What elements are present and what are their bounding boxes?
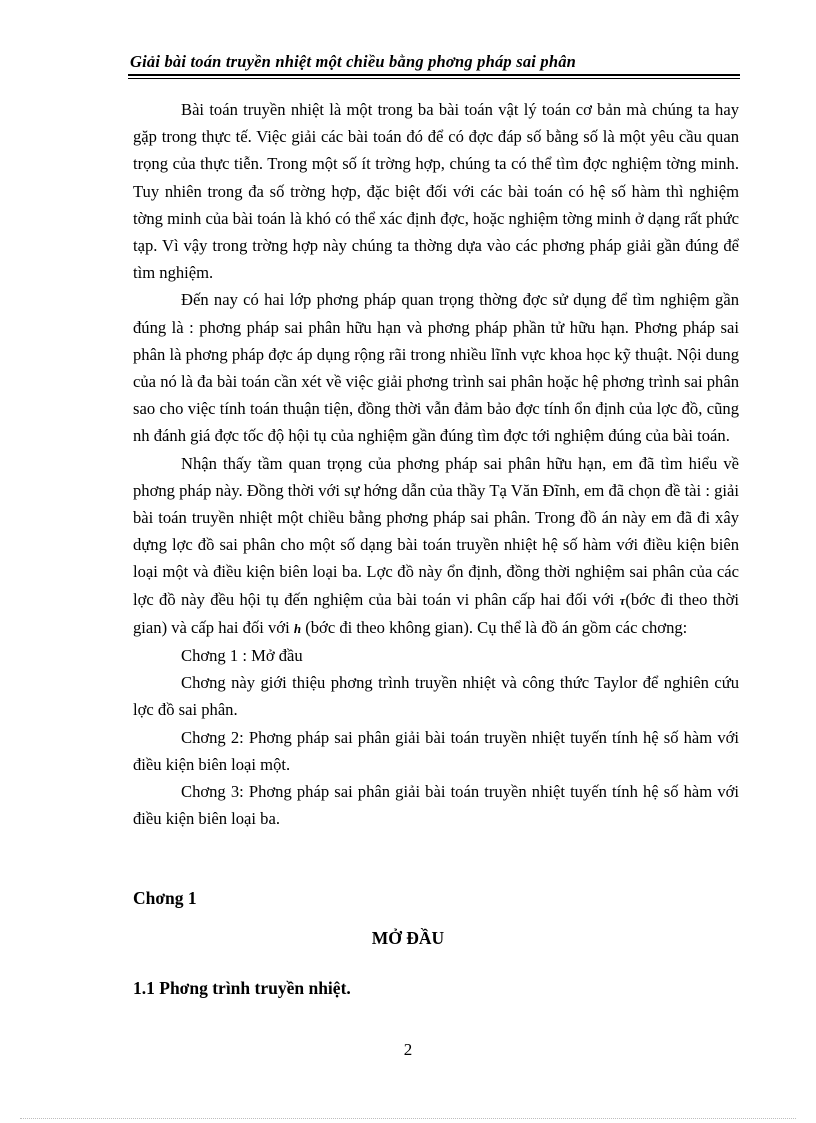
paragraph-motivation-mid: (bớc đi theo thời gian) và cấp hai đối với <box>133 589 739 637</box>
section-heading: 1.1 Phơng trình truyền nhiệt. <box>133 978 351 998</box>
tau-symbol: τ <box>619 592 626 608</box>
paragraph-methods: Đến nay có hai lớp phơng pháp quan trọng thờng đợc sử dụng để tìm nghiệm gần đúng là : phơng pháp sai phân hữu hạn và phơng pháp phần tử hữu hạn. Phơng pháp sai phân là phơng pháp đợc áp dụng rộng rãi trong nhiều lĩnh vực khoa học kỹ thuật. Nội dung của nó là đa bài toán cần xét về việc giải phơng trình sai phân hoặc hệ phơng trình sai phân sao cho việc tính toán thuận tiện, đồng thời vẫn đảm bảo đợc tính ổn định của lợc đồ, cũng nh đánh giá đợc tốc độ hội tụ của nghiệm gần đúng tìm đợc tới nghiệm đúng của bài toán. <box>133 290 739 446</box>
paragraph-motivation <box>133 450 739 642</box>
paragraph-motivation-start: Nhận thấy tầm quan trọng của phơng pháp sai phân hữu hạn, em đã tìm hiểu về phơng pháp này. Đồng thời với sự hớng dẫn của thầy Tạ Văn Đĩnh, em đã chọn đề tài : giải bài toán truyền nhiệt một chiều bằng phơng pháp sai phân. Trong đồ án này em đã đi xây dựng lợc đồ sai phân cho một số dạng bài toán truyền nhiệt hệ số hàm với điều kiện biên loại một và điều kiện biên loại ba. Lợc đồ này ổn định, đồng thời nghiệm sai phân của các lợc đồ này đều hội tụ đến nghiệm của bài toán vi phân cấp hai đối với <box>133 453 739 609</box>
chapter-heading: Chơng 1 <box>133 888 197 908</box>
body-text <box>133 96 739 832</box>
header-rule-thick <box>128 74 740 76</box>
footer-dotted-line <box>20 1118 796 1119</box>
h-symbol: h <box>293 620 302 636</box>
chapter-1-description: Chơng này giới thiệu phơng trình truyền nhiệt và công thức Taylor để nghiên cứu lợc đồ sai phân. <box>133 673 739 720</box>
chapter-1-line: Chơng 1 : Mở đầu <box>181 646 303 666</box>
paragraph-motivation-end: (bớc đi theo không gian). Cụ thể là đồ án gồm các chơng: <box>305 617 688 637</box>
chapter-title: MỞ ĐẦU <box>371 928 445 948</box>
chapter-2-description: Chơng 2: Phơng pháp sai phân giải bài toán truyền nhiệt tuyến tính hệ số hàm với điều kiện biên loại một. <box>133 727 739 774</box>
header-rule-thin <box>128 78 740 79</box>
running-header: Giải bài toán truyền nhiệt một chiều bằng phơng pháp sai phân <box>130 52 577 71</box>
page-number: 2 <box>403 1040 413 1059</box>
paragraph-intro: Bài toán truyền nhiệt là một trong ba bài toán vật lý toán cơ bản mà chúng ta hay gặp trong thực tế. Việc giải các bài toán đó để có đợc đáp số bằng số là một yêu cầu quan trọng của thực tiễn. Trong một số ít trờng hợp, chúng ta có thể tìm đợc nghiệm tờng minh. Tuy nhiên trong đa số trờng hợp, đặc biệt đối với các bài toán có hệ số hàm thì nghiệm tờng minh của bài toán là khó có thể xác định đợc, hoặc nghiệm tờng minh ở dạng rất phức tạp. Vì vậy trong trờng hợp này chúng ta thờng dựa vào các phơng pháp giải gần đúng để tìm nghiệm. <box>133 100 739 283</box>
chapter-3-description: Chơng 3: Phơng pháp sai phân giải bài toán truyền nhiệt tuyến tính hệ số hàm với điều kiện biên loại ba. <box>133 782 739 829</box>
